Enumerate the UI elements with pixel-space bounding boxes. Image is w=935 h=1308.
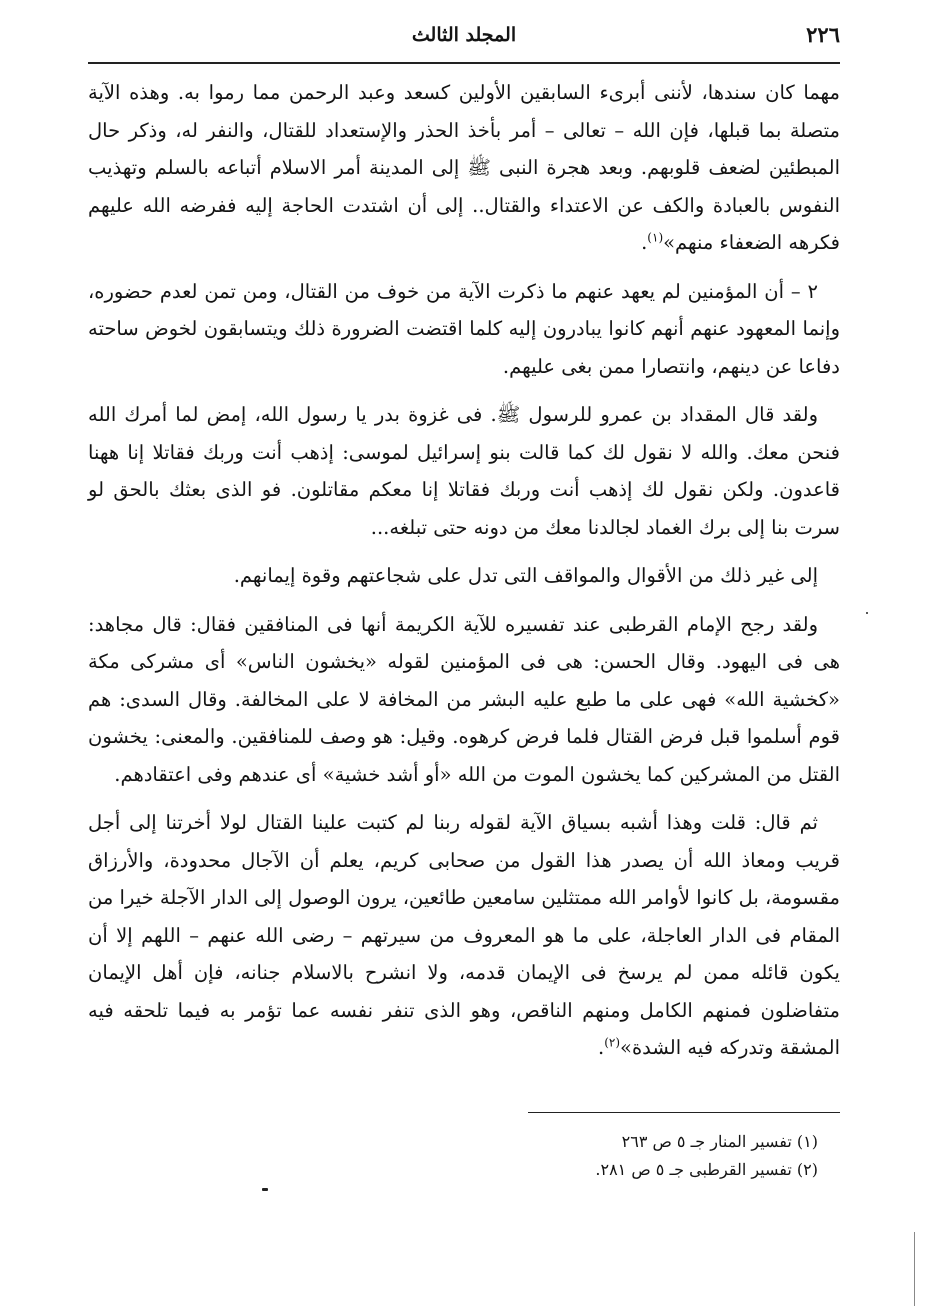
header-rule — [88, 62, 840, 64]
paragraph-text: مهما كان سندها، لأننى أبرىء السابقين الأولين كسعد وعبد الرحمن مما رموا به. وهذه الآية متصلة بما قبلها، فإن الله – تعالى – أمر بأخذ الحذر والإستعداد للقتال، والنفر له، وذكر حال المبطئين لضعف قلوبهم. وبعد هجرة النبى ﷺ إلى المدينة أمر الاسلام أتباعه بالسلم وتهذيب النفوس بالعبادة والكف عن الاعتداء والقتال.. إلى أن اشتدت الحاجة إليه ففرضه الله عليهم فكرهه الضعفاء منهم» — [88, 81, 840, 254]
paragraph-text: ولقد قال المقداد بن عمرو للرسول ﷺ. فى غزوة بدر يا رسول الله، إمض لما أمرك الله فنحن معك. والله لا نقول لك كما قالت بنو إسرائيل لموسى: إذهب أنت وربك فقاتلا إنا ههنا قاعدون. ولكن نقول لك إذهب أنت وربك فقاتلا إنا معكم مقاتلون. فو الذى بعثك بالحق لو سرت بنا إلى برك الغماد لجالدنا معك من دونه حتى تبلغه... — [88, 403, 840, 539]
body-text — [88, 74, 840, 1067]
scan-speck — [262, 1188, 268, 1191]
footnotes — [300, 1128, 818, 1184]
scan-speck — [866, 612, 868, 614]
paragraph-5 — [88, 606, 840, 794]
footnote-ref-2: (٢) — [604, 1035, 621, 1050]
paragraph-1 — [88, 74, 840, 262]
paragraph-tail: . — [641, 231, 648, 254]
paragraph-3 — [88, 396, 840, 546]
scan-edge-line — [914, 1232, 915, 1306]
paragraph-4 — [88, 557, 840, 595]
footnote-1: (١) تفسير المنار جـ ٥ ص ٢٦٣ — [621, 1132, 818, 1151]
paragraph-2 — [88, 273, 840, 386]
footnote-ref-1: (١) — [647, 230, 664, 245]
paragraph-text: ولقد رجح الإمام القرطبى عند تفسيره للآية الكريمة أنها فى المنافقين فقال: قال مجاهد: هى فى اليهود. وقال الحسن: هى فى المؤمنين لقوله «يخشون الناس» أى مشركى مكة «كخشية الله» فهى على ما طبع عليه البشر من المخافة لا على المخالفة. وقال السدى: هم قوم أسلموا قبل فرض القتال فلما فرض كرهوه. وقيل: هو وصف للمنافقين. والمعنى: يخشون القتل من المشركين كما يخشون الموت من الله «أو أشد خشية» أى عندهم وفى اعتقادهم. — [88, 612, 840, 786]
footnote-2: (٢) تفسير القرطبى جـ ٥ ص ٢٨١. — [595, 1160, 818, 1179]
paragraph-text: ثم قال: قلت وهذا أشبه بسياق الآية لقوله ربنا لم كتبت علينا القتال لولا أخرتنا إلى أجل قريب ومعاذ الله أن يصدر هذا القول من صحابى كريم، يعلم أن الآجال محدودة، والأرزاق مقسومة، بل كانوا لأوامر الله ممتثلين سامعين طائعين، يرون الوصول إلى الدار الآجلة خيرا من المقام فى الدار العاجلة، على ما هو المعروف من سيرتهم – رضى الله عنهم – اللهم إلا أن يكون قائله ممن لم يرسخ فى الإيمان قدمه، ولا انشرح بالاسلام جنانه، فإن أهل الإيمان متفاضلون فمنهم الكامل ومنهم الناقص، وهو الذى تنفر نفسه عما تؤمر به فيما تلحقه فيه المشقة وتدركه فيه الشدة» — [88, 811, 840, 1059]
running-title: المجلد الثالث — [411, 24, 517, 46]
footnote-rule — [528, 1112, 840, 1113]
paragraph-6 — [88, 804, 840, 1067]
page-header — [88, 14, 840, 54]
paragraph-tail: . — [597, 1036, 605, 1059]
paragraph-text: ٢ – أن المؤمنين لم يعهد عنهم ما ذكرت الآية من خوف من القتال، ومن تمن لعدم حضوره، وإنما المعهود عنهم أنهم كانوا يبادرون إليه كلما اقتضت الضرورة ذلك ويتسابقون لخوض ساحته دفاعا عن دينهم، وانتصارا ممن بغى عليهم. — [88, 279, 840, 378]
paragraph-text: إلى غير ذلك من الأقوال والمواقف التى تدل على شجاعتهم وقوة إيمانهم. — [233, 564, 818, 587]
page-number: ٢٢٦ — [806, 22, 840, 47]
